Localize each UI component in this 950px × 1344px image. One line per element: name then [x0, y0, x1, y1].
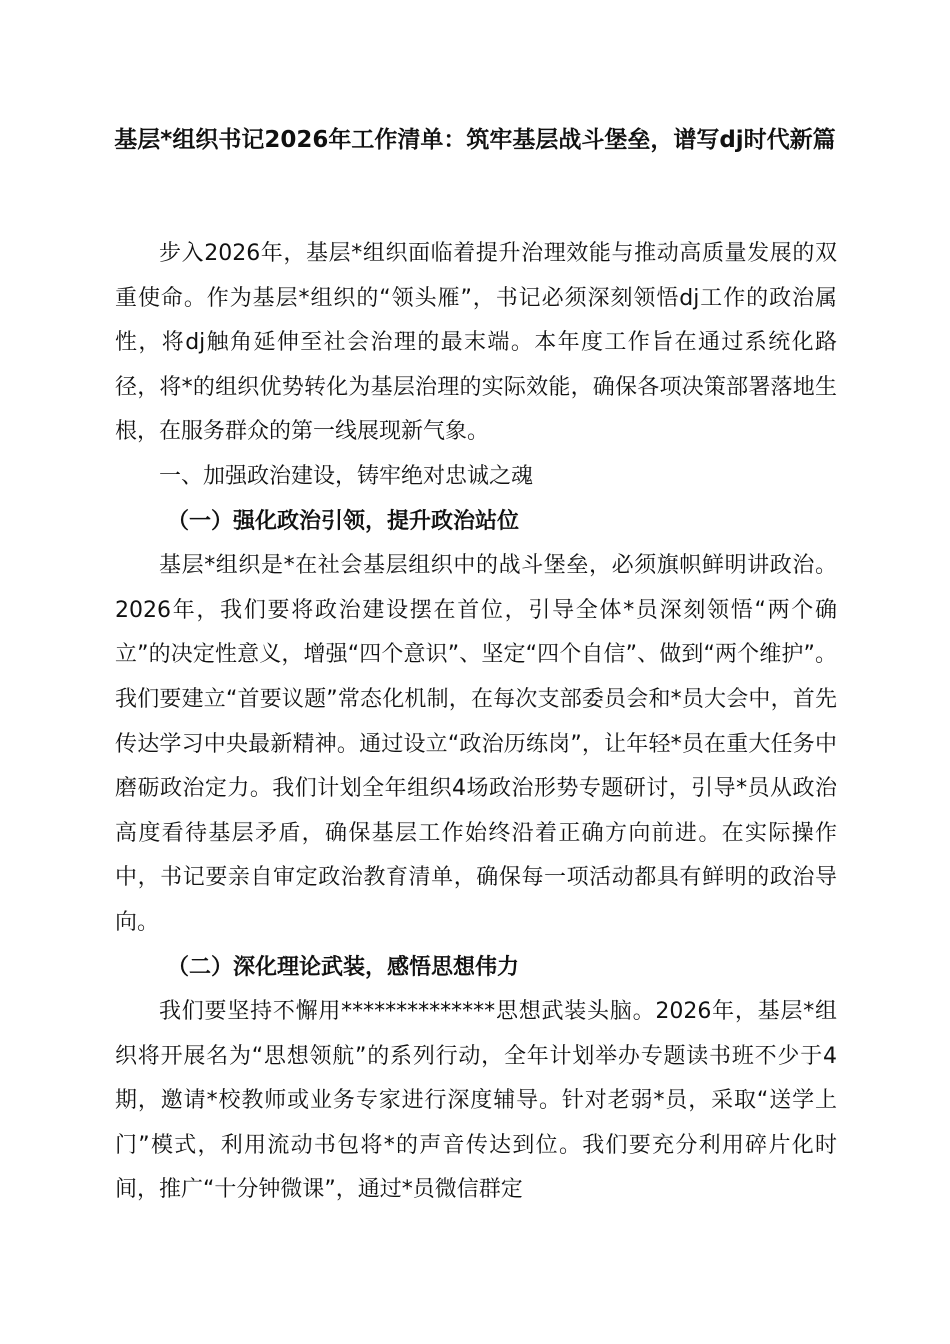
subsection-1-heading: （一）强化政治引领，提升政治站位	[167, 508, 520, 534]
section-1-heading: 一、加强政治建设，铸牢绝对忠诚之魂	[159, 463, 534, 489]
document-body	[115, 232, 837, 1213]
document-title: 基层*组织书记2026年工作清单：筑牢基层战斗堡垒，谱写dj时代新篇	[114, 127, 836, 153]
subsection-1-paragraph: 基层*组织是*在社会基层组织中的战斗堡垒，必须旗帜鲜明讲政治。2026年，我们要将政治建设摆在首位，引导全体*员深刻领悟“两个确立”的决定性意义，增强“四个意识”、坚定“四个自信”、做到“两个维护”。我们要建立“首要议题”常态化机制，在每次支部委员会和*员大会中，首先传达学习中央最新精神。通过设立“政治历练岗”，让年轻*员在重大任务中磨砺政治定力。我们计划全年组织4场政治形势专题研讨，引导*员从政治高度看待基层矛盾，确保基层工作始终沿着正确方向前进。在实际操作中，书记要亲自审定政治教育清单，确保每一项活动都具有鲜明的政治导向。	[115, 553, 837, 935]
subsection-2-heading: （二）深化理论武装，感悟思想伟力	[167, 954, 520, 980]
subsection-2-paragraph: 我们要坚持不懈用**************思想武装头脑。2026年，基层*组织将开展名为“思想领航”的系列行动，全年计划举办专题读书班不少于4期，邀请*校教师或业务专家进行深度辅导。针对老弱*员，采取“送学上门”模式，利用流动书包将*的声音传达到位。我们要充分利用碎片化时间，推广“十分钟微课”，通过*员微信群定	[115, 999, 837, 1203]
intro-paragraph: 步入2026年，基层*组织面临着提升治理效能与推动高质量发展的双重使命。作为基层*组织的“领头雁”，书记必须深刻领悟dj工作的政治属性，将dj触角延伸至社会治理的最末端。本年度工作旨在通过系统化路径，将*的组织优势转化为基层治理的实际效能，确保各项决策部署落地生根，在服务群众的第一线展现新气象。	[115, 241, 837, 445]
